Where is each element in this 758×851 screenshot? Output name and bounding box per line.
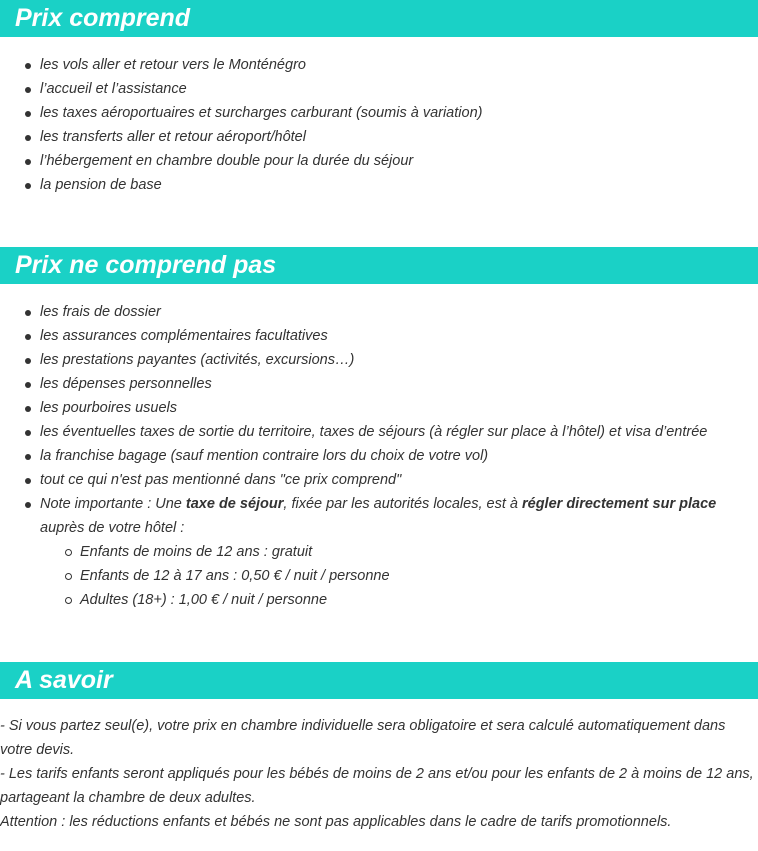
section-header-a-savoir: A savoir <box>0 662 758 699</box>
list-item: tout ce qui n'est pas mentionné dans "ce prix comprend" <box>40 468 758 492</box>
list-item: la franchise bagage (sauf mention contraire lors du choix de votre vol) <box>40 444 758 468</box>
a-savoir-line: - Si vous partez seul(e), votre prix en chambre individuelle sera obligatoire et sera calculé automatiquement dans votre devis. <box>0 718 726 758</box>
list-item: l’hébergement en chambre double pour la durée du séjour <box>40 149 758 173</box>
prix-comprend-list <box>0 53 758 197</box>
sub-list-item: Enfants de moins de 12 ans : gratuit <box>80 540 758 564</box>
note-text: auprès de votre hôtel : <box>40 520 185 536</box>
note-bold-taxe-sejour: taxe de séjour <box>185 496 284 512</box>
list-item: les transferts aller et retour aéroport/hôtel <box>40 125 758 149</box>
list-item: les dépenses personnelles <box>40 372 758 396</box>
list-item: les vols aller et retour vers le Monténégro <box>40 53 758 77</box>
section-header-prix-ne-comprend-pas: Prix ne comprend pas <box>0 247 758 284</box>
a-savoir-line: - Les tarifs enfants seront appliqués pour les bébés de moins de 2 ans et/ou pour les enfants de 2 à moins de 12 ans, partageant la chambre de deux adultes. <box>0 766 754 806</box>
a-savoir-line: Attention : les réductions enfants et bébés ne sont pas applicables dans le cadre de tarifs promotionnels. <box>0 814 672 830</box>
list-item: les prestations payantes (activités, excursions…) <box>40 348 758 372</box>
sub-list-item: Adultes (18+) : 1,00 € / nuit / personne <box>80 588 758 612</box>
list-item: la pension de base <box>40 173 758 197</box>
note-text: Note importante : Une <box>40 496 186 512</box>
prix-ne-comprend-pas-list <box>0 300 758 612</box>
list-item: les pourboires usuels <box>40 396 758 420</box>
list-item: les taxes aéroportuaires et surcharges carburant (soumis à variation) <box>40 101 758 125</box>
section-header-prix-comprend: Prix comprend <box>0 0 758 37</box>
list-item: les frais de dossier <box>40 300 758 324</box>
a-savoir-text <box>0 714 758 834</box>
list-item: l’accueil et l’assistance <box>40 77 758 101</box>
list-item: les éventuelles taxes de sortie du territoire, taxes de séjours (à régler sur place à l’hôtel) et visa d’entrée <box>40 420 758 444</box>
list-item: les assurances complémentaires facultatives <box>40 324 758 348</box>
sub-list-item: Enfants de 12 à 17 ans : 0,50 € / nuit / personne <box>80 564 758 588</box>
note-importante-item <box>40 492 758 612</box>
note-text: , fixée par les autorités locales, est à <box>283 496 522 512</box>
note-bold-regler-sur-place: régler directement sur place <box>521 496 717 512</box>
taxe-sejour-sublist <box>40 540 758 612</box>
